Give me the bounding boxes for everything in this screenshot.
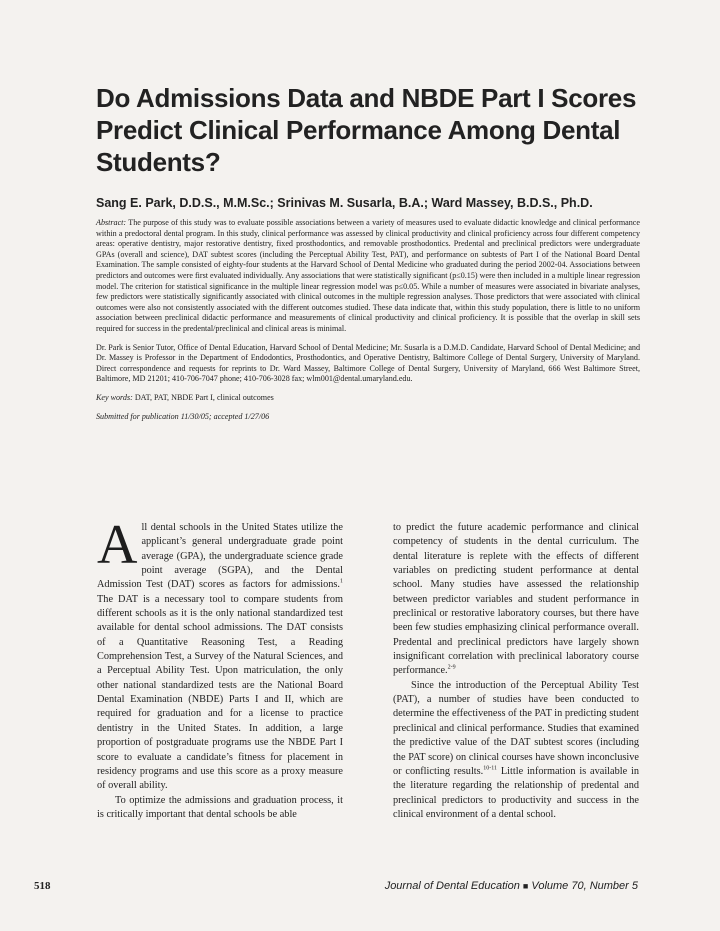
body-text: Since the introduction of the Perceptual Ability Test (PAT), a number of studies have been conducted to determine the effectiveness of the PAT in predicting student preclinical and clinical performance. Studies that examined the predictive value of the DAT subtest scores (including the PAT score) on clinical courses have shown inconclusive or conflicting results. <box>393 679 639 777</box>
keywords <box>96 393 640 404</box>
abstract <box>96 218 640 335</box>
body-column-left <box>97 514 343 822</box>
body-paragraph <box>97 514 343 794</box>
body-text: The DAT is a necessary tool to compare students from different schools as it is the only national standardized test available for dental school admissions. The DAT consists of a Quantitative Reasoning Test, a Reading Comprehension Test, a Survey of the Natural Sciences, and a Perceptual Ability Test. Upon matriculation, the only other national standardized tests are the National Board Dental Examination (NBDE) Parts I and II, which are required for graduation and for a license to practice dentistry in the United States. In addition, a large proportion of postgraduate programs use the NBDE Part I score to evaluate a candidate’s fitness for placement in residency programs and use this score as a proxy measure of overall ability. <box>97 593 343 792</box>
keywords-text: DAT, PAT, NBDE Part I, clinical outcomes <box>134 392 274 402</box>
body-paragraph <box>393 521 639 679</box>
page-number: 518 <box>34 880 51 892</box>
submission-dates: Submitted for publication 11/30/05; accepted 1/27/06 <box>96 411 270 421</box>
author-list: Sang E. Park, D.D.S., M.M.Sc.; Srinivas M. Susarla, B.A.; Ward Massey, B.D.S., Ph.D. <box>96 196 593 210</box>
keywords-label: Key words: <box>96 392 133 402</box>
journal-volume: Volume 70, Number 5 <box>531 880 638 892</box>
bullet-separator: ■ <box>522 881 529 891</box>
body-text: Little information is available in the literature regarding the relationship of predental and preclinical predictors to productivity and success in the clinical environment of a dental school. <box>393 765 639 820</box>
body-paragraph <box>393 679 639 822</box>
body-paragraph: To optimize the admissions and graduation process, it is critically important that dental schools be able <box>97 794 343 820</box>
affiliations: Dr. Park is Senior Tutor, Office of Dental Education, Harvard School of Dental Medicine; Mr. Susarla is a D.M.D. Candidate, Harvard School of Dental Medicine; and Dr. Massey is Professor in the Department of Endodontics, Prosthodontics, and Operative Dentistry, Baltimore College of Dental Surgery, University of Maryland. Direct correspondence and requests for reprints to Dr. Ward Massey, Baltimore College of Dental Surgery, University of Maryland, 666 West Baltimore Street, Baltimore, MD 21201; 410-706-7047 phone; 410-706-3028 fax; wlm001@dental.umaryland.edu. <box>96 342 640 384</box>
journal-name: Journal of Dental Education <box>384 880 520 892</box>
citation-ref: 10-11 <box>483 765 498 772</box>
article-title: Do Admissions Data and NBDE Part I Scores Predict Clinical Performance Among Dental Students? <box>96 83 637 177</box>
citation-ref: 2-9 <box>447 665 456 672</box>
abstract-text: The purpose of this study was to evaluate possible associations between a variety of measures used to evaluate didactic knowledge and clinical performance within a predoctoral dental program. In this study, clinical performance was assessed by clinical productivity and clinical proficiency across four different competency areas: operative dentistry, major restorative dentistry, fixed prosthodontics, and removable prosthodontics. Predental and preclinical predictors were undergraduate GPAs (overall and science), DAT subtest scores (including the Perceptual Ability Test, PAT), and performance on subtests of Part I of the National Board Dental Examination. The sample consisted of eighty-four students at the Harvard School of Dental Medicine who graduated during the period 2002-04. Associations between predictors and outcomes were first evaluated individually. Any associations that were statistically significant (p≤0.15) were then included in a multiple linear regression model. The criterion for statistical significance in the multiple linear regression model was p≤0.05. While a number of measures were associated in bivariate analyses, few predictors were statistically significantly associated with clinical outcomes in the multiple regression analyses. Those predictors that were associated with clinical outcomes were also not consistently associated with the different outcomes studied. These data indicate that, within this study population, there is little to no uniform association between preclinical didactic performance and measurements of clinical productivity and clinical proficiency. It is possible that the overlap in skill sets required for success in the predental/preclinical and clinical areas is minimal. <box>96 218 640 333</box>
body-text: ll dental schools in the United States utilize the applicant’s general undergraduate grade point average (GPA), the undergraduate science grade point average (SGPA), and the Dental Admission Test (DAT) scores as factors for admissions. <box>97 522 343 591</box>
abstract-label: Abstract: <box>96 218 127 227</box>
body-column-right <box>393 521 639 822</box>
front-matter <box>96 218 640 430</box>
body-text: to predict the future academic performance and clinical competency of students in the dental curriculum. The dental literature is replete with the effects of different variables on predicting student performance at dental school. Many studies have assessed the relationship between predictor variables and student performance in preclinical or restorative laboratory courses, but there have been few studies emphasizing clinical performance overall. Predental and preclinical predictors have largely shown insignificant correlation with preclinical laboratory course performance. <box>393 522 639 677</box>
running-footer <box>385 880 638 892</box>
citation-ref: 1 <box>340 578 343 585</box>
drop-cap: A <box>97 514 138 576</box>
